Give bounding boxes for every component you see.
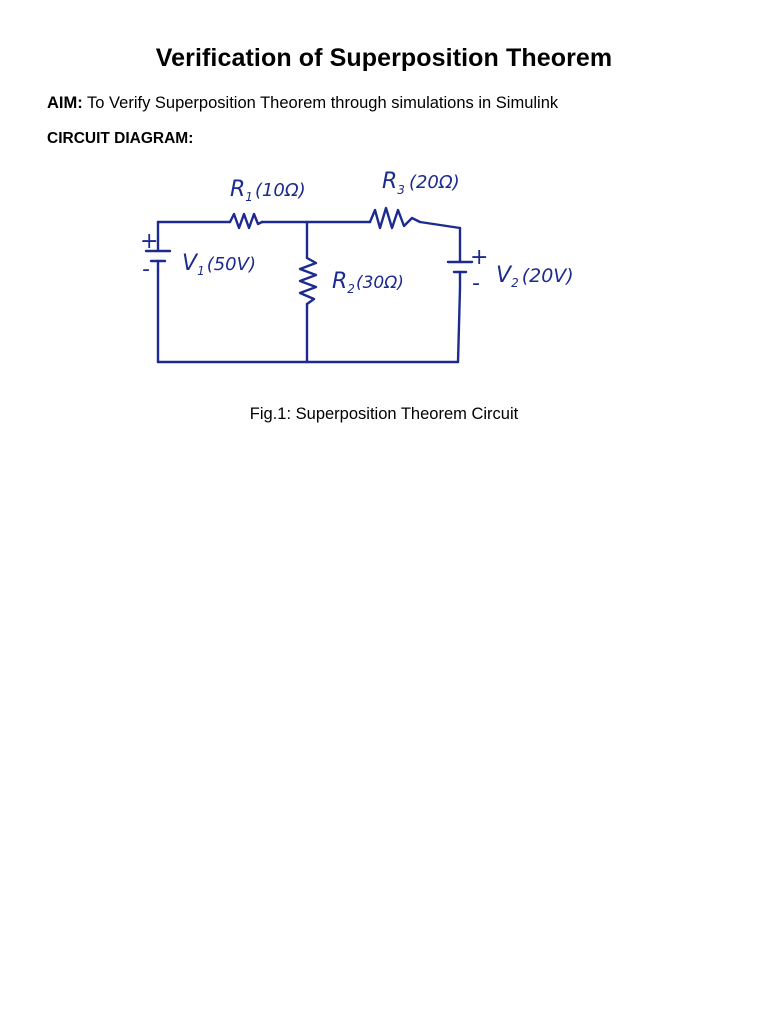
v2-plus-sign: + xyxy=(470,245,489,270)
r3-value: (20Ω) xyxy=(408,172,460,193)
r3-name: R xyxy=(382,169,398,194)
v2-label xyxy=(496,263,574,290)
r3-label xyxy=(382,169,460,197)
aim-line xyxy=(47,94,558,113)
v2-name: V xyxy=(496,263,512,288)
resistor-r1-symbol xyxy=(230,214,262,228)
circuit-diagram-heading: CIRCUIT DIAGRAM: xyxy=(47,130,194,147)
v2-minus-sign: - xyxy=(472,271,480,296)
r1-name: R xyxy=(230,177,246,202)
v2-value: (20V) xyxy=(521,265,574,287)
v1-value: (50V) xyxy=(206,254,256,275)
r2-name: R xyxy=(332,269,348,294)
v2-subscript: 2 xyxy=(511,276,519,290)
battery-v2-symbol xyxy=(448,262,472,288)
r1-subscript: 1 xyxy=(245,190,253,204)
r3-subscript: 3 xyxy=(397,183,405,197)
v1-subscript: 1 xyxy=(197,264,205,278)
v1-name: V xyxy=(182,251,198,276)
v1-label xyxy=(182,251,256,278)
r1-value: (10Ω) xyxy=(254,180,306,201)
r1-label xyxy=(230,177,306,204)
circuit-wires xyxy=(158,222,460,362)
r2-value: (30Ω) xyxy=(355,273,404,293)
aim-text: To Verify Superposition Theorem through simulations in Simulink xyxy=(82,94,559,112)
figure-caption: Fig.1: Superposition Theorem Circuit xyxy=(249,405,519,423)
r2-subscript: 2 xyxy=(347,282,355,296)
resistor-r2-symbol xyxy=(300,258,316,304)
circuit-diagram xyxy=(120,158,680,398)
aim-label: AIM: xyxy=(47,94,83,112)
v1-minus-sign: - xyxy=(142,257,150,282)
resistor-r3-symbol xyxy=(370,208,420,228)
r2-label xyxy=(332,269,404,296)
page-title: Verification of Superposition Theorem xyxy=(155,44,613,72)
v1-plus-sign: + xyxy=(140,229,159,254)
